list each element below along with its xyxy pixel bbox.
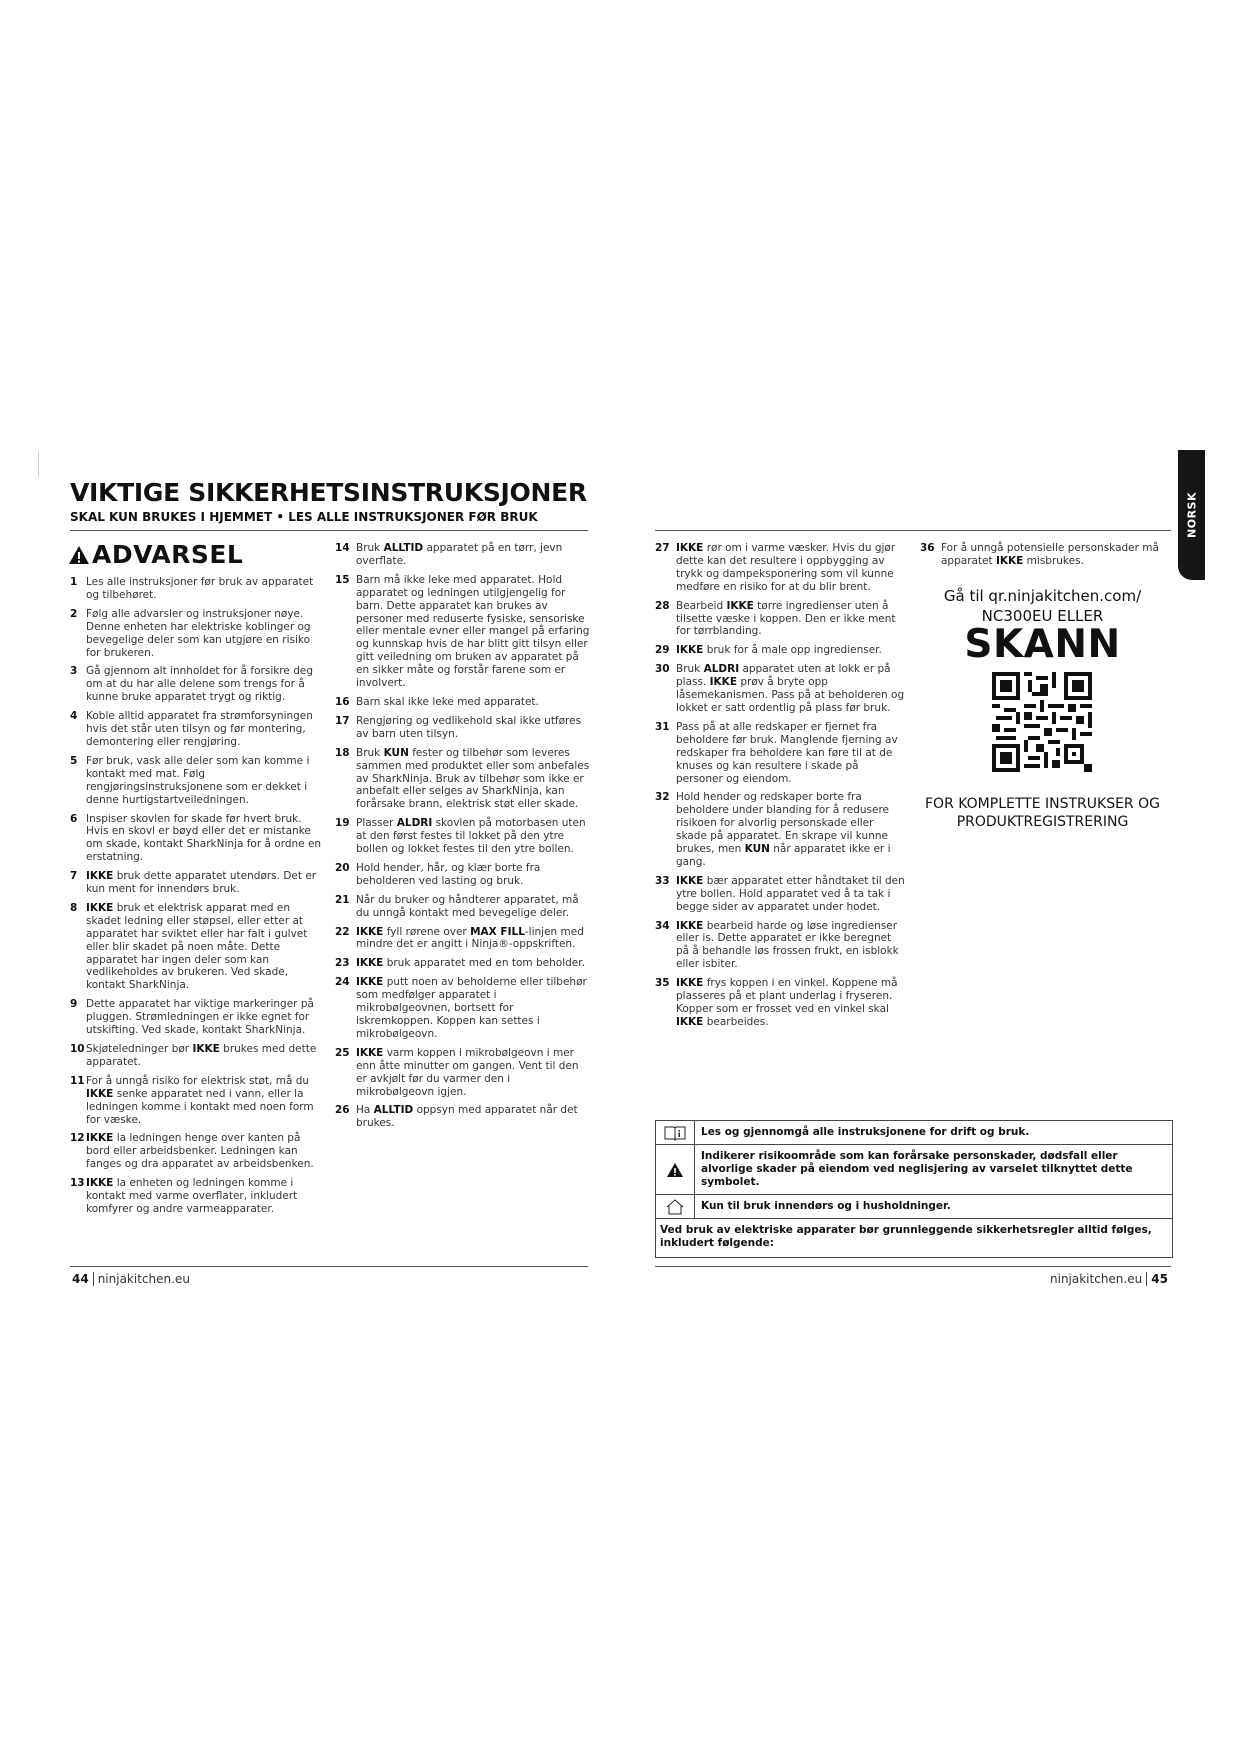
instructions-column-2: [335, 542, 590, 1136]
instruction-text: Barn må ikke leke med apparatet. Hold apparatet og ledningen utilgjengelig for barn. Dette apparatet kan brukes av personer med reduserte fysiske, sensoriske eller mentale evner eller mangel på erfaring og kunnskap hvis de har blitt gitt tilsyn eller gitt veiledning om bruken av apparatet på en sikker måte og forstår farene som er involvert.: [356, 573, 590, 690]
instruction-item: [335, 926, 590, 952]
instruction-text: Les alle instruksjoner før bruk av apparatet og tilbehøret.: [86, 576, 314, 601]
footer-divider-left: [70, 1266, 588, 1267]
instruction-number: 5: [70, 754, 78, 767]
instruction-item: [655, 721, 905, 786]
instruction-number: 33: [655, 874, 670, 887]
instruction-number: 21: [335, 893, 350, 906]
instruction-item: [70, 1043, 325, 1069]
legend-row: [656, 1195, 1172, 1219]
instruction-text: IKKE bruk for å male opp ingredienser.: [676, 644, 882, 657]
footer-separator: [93, 1272, 94, 1286]
symbol-legend-table: [655, 1120, 1173, 1258]
instruction-number: 2: [70, 607, 78, 620]
instruction-item: [335, 817, 590, 856]
instruction-number: 23: [335, 957, 350, 970]
legend-text: Indikerer risikoområde som kan forårsake personskader, dødsfall eller alvorlige skader på eiendom ved neglisjering av varselet tilknyttet dette symbolet.: [701, 1150, 1133, 1188]
instruction-item: [335, 976, 590, 1041]
legend-row-full: [656, 1219, 1172, 1257]
qr-caption: FOR KOMPLETTE INSTRUKSER OG PRODUKTREGISTRERING: [925, 796, 1160, 830]
footer-right: [1050, 1272, 1168, 1286]
instruction-text: Ha ALLTID oppsyn med apparatet når det brukes.: [356, 1104, 578, 1130]
instruction-text: IKKE frys koppen i en vinkel. Koppene må plasseres på et plant underlag i fryseren. Kopper som er frosset ved en vinkel skal IKKE bearbeides.: [676, 977, 898, 1028]
instruction-number: 1: [70, 576, 78, 588]
language-tab: [1178, 450, 1205, 580]
instruction-text: Rengjøring og vedlikehold skal ikke utføres av barn uten tilsyn.: [356, 714, 582, 740]
instruction-text: Dette apparatet har viktige markeringer på pluggen. Strømledningen er ikke egnet for utskifting. Ved skade, kontakt SharkNinja.: [86, 998, 314, 1037]
header-divider: [70, 530, 588, 531]
instruction-item: [70, 902, 325, 992]
instruction-item: [655, 542, 905, 594]
qr-code-icon[interactable]: [992, 672, 1092, 772]
warning-triangle-icon: [68, 545, 90, 565]
instruction-text: IKKE bruk et elektrisk apparat med en skadet ledning eller støpsel, eller etter at apparatet har sviktet eller har falt i gulvet eller blir skadet på noen måte. Dette apparatet har ingen deler som kan vedlikeholdes av brukeren. Ved skade, kontakt SharkNinja.: [86, 901, 308, 992]
legend-text: Kun til bruk innendørs og i husholdninger.: [701, 1200, 951, 1212]
instruction-text: Inspiser skovlen for skade før hvert bruk. Hvis en skovl er bøyd eller det er mistanke om skade, kontakt SharkNinja for å ordne en erstatning.: [86, 812, 322, 864]
instruction-number: 26: [335, 1104, 350, 1117]
instruction-text: IKKE bearbeid harde og løse ingredienser eller is. Dette apparatet er ikke beregnet på å behandle løs frossen frukt, en isblokk eller isbiter.: [676, 919, 899, 971]
instructions-column-4: [920, 542, 1165, 574]
instruction-item: [70, 710, 325, 749]
instruction-item: [335, 1047, 590, 1099]
instruction-number: 22: [335, 925, 350, 938]
instruction-text: For å unngå potensielle personskader må apparatet IKKE misbrukes.: [941, 542, 1159, 567]
instruction-item: [70, 665, 325, 704]
page-edge-line: [38, 452, 39, 477]
instruction-number: 35: [655, 977, 670, 990]
instruction-text: IKKE bruk apparatet med en tom beholder.: [356, 957, 585, 970]
footer-left: [72, 1272, 190, 1286]
instruction-item: [70, 1177, 325, 1216]
instruction-text: Hold hender, hår, og klær borte fra beholderen ved lasting og bruk.: [356, 861, 541, 887]
website-right: ninjakitchen.eu: [1050, 1272, 1143, 1286]
instruction-item: [70, 998, 325, 1037]
instruction-number: 6: [70, 812, 78, 825]
instruction-item: [335, 957, 590, 970]
instruction-number: 24: [335, 976, 350, 989]
instruction-text: Bearbeid IKKE tørre ingredienser uten å tilsette væske i koppen. Den er ikke ment for tørrblanding.: [676, 599, 896, 638]
instruction-item: [335, 696, 590, 709]
page-subtitle: SKAL KUN BRUKES I HJEMMET • LES ALLE INSTRUKSJONER FØR BRUK: [70, 510, 538, 524]
instruction-number: 15: [335, 573, 350, 586]
instruction-item: [655, 644, 905, 657]
instruction-item: [335, 862, 590, 888]
instruction-number: 13: [70, 1177, 85, 1190]
warning-heading-text: ADVARSEL: [92, 540, 244, 569]
instruction-number: 18: [335, 746, 350, 759]
page-number-right: 45: [1151, 1272, 1168, 1286]
instruction-item: [655, 920, 905, 972]
instruction-item: [335, 542, 590, 568]
instruction-number: 29: [655, 644, 670, 657]
instruction-text: Bruk ALLTID apparatet på en tørr, jevn overflate.: [356, 542, 563, 567]
instruction-text: For å unngå risiko for elektrisk støt, må du IKKE senke apparatet ned i vann, eller la ledningen komme i kontakt med noen form for væske.: [86, 1074, 314, 1126]
instruction-number: 9: [70, 998, 78, 1011]
instruction-item: [335, 715, 590, 741]
instructions-column-3: [655, 542, 905, 1035]
instruction-text: Før bruk, vask alle deler som kan komme i kontakt med mat. Følg rengjøringsinstruksjonene som er dekket i denne hurtigstartveiledningen.: [86, 754, 310, 806]
book-icon: [664, 1125, 686, 1141]
instruction-item: [655, 875, 905, 914]
instruction-item: [655, 663, 905, 715]
instruction-text: IKKE varm koppen i mikrobølgeovn i mer enn åtte minutter om gangen. Vent til den er avkjølt før du varmer den i mikrobølgeovn igjen.: [356, 1046, 579, 1098]
header-divider-right: [655, 530, 1171, 531]
legend-text: Les og gjennomgå alle instruksjonene for drift og bruk.: [701, 1126, 1030, 1138]
legend-text: Ved bruk av elektriske apparater bør grunnleggende sikkerhetsregler alltid følges, inkludert følgende:: [660, 1224, 1152, 1249]
instruction-text: IKKE bruk dette apparatet utendørs. Det er kun ment for innendørs bruk.: [86, 870, 317, 896]
instruction-text: Bruk KUN fester og tilbehør som leveres sammen med produktet eller som anbefales av SharkNinja. Bruk av tilbehør som ikke er anbefalt eller selges av SharkNinja, kan forårsake brann, elektrisk støt eller skade.: [356, 746, 590, 811]
instructions-column-1: [70, 576, 325, 1222]
instruction-text: Følg alle advarsler og instruksjoner nøye. Denne enheten har elektriske koblinger og bevegelige deler som kan utgjøre en risiko for brukeren.: [86, 607, 311, 659]
instruction-text: Gå gjennom alt innholdet for å forsikre deg om at du har alle delene som trengs for å kunne bruke apparatet trygt og riktig.: [86, 665, 313, 704]
instruction-number: 30: [655, 663, 670, 676]
instruction-item: [655, 791, 905, 868]
instruction-number: 36: [920, 542, 935, 554]
instruction-number: 31: [655, 720, 670, 733]
footer-divider-right: [655, 1266, 1171, 1267]
instruction-text: Koble alltid apparatet fra strømforsyningen hvis det står uten tilsyn og før montering, demontering eller rengjøring.: [86, 710, 313, 748]
scan-heading: SKANN: [964, 622, 1121, 667]
instruction-number: 16: [335, 695, 350, 708]
instruction-text: IKKE rør om i varme væsker. Hvis du gjør dette kan det resultere i oppbygging av trykk og dampeksponering som vil kunne medføre en risiko for at du blir brent.: [676, 542, 896, 593]
instruction-text: Hold hender og redskaper borte fra beholdere under blanding for å redusere risikoen for alvorlig personskade eller skade på apparatet. En skrape vil kunne brukes, men KUN når apparatet ikke er i gang.: [676, 791, 891, 868]
instruction-number: 17: [335, 714, 350, 727]
page-title: VIKTIGE SIKKERHETSINSTRUKSJONER: [70, 478, 587, 507]
legend-row: [656, 1145, 1172, 1195]
instruction-item: [335, 894, 590, 920]
instruction-item: [920, 542, 1165, 568]
instruction-item: [70, 608, 325, 660]
instruction-text: IKKE putt noen av beholderne eller tilbehør som medfølger apparatet i mikrobølgeovnen, bortsett for iskremkoppen. Koppen kan settes i mikrobølgeovn.: [356, 976, 587, 1040]
warning-triangle-icon: [666, 1162, 684, 1178]
instruction-text: IKKE fyll rørene over MAX FILL-linjen med mindre det er angitt i Ninja®-oppskriften.: [356, 925, 584, 951]
instruction-text: IKKE bær apparatet etter håndtaket til den ytre bollen. Hold apparatet ved å ta tak i begge sider av apparatet under hodet.: [676, 874, 905, 913]
instruction-number: 27: [655, 542, 670, 554]
instruction-number: 32: [655, 791, 670, 804]
instruction-number: 8: [70, 901, 78, 914]
warning-heading: [68, 540, 243, 569]
instruction-item: [70, 813, 325, 865]
legend-icon-cell: [656, 1195, 695, 1218]
instruction-number: 12: [70, 1132, 85, 1145]
legend-icon-cell: [656, 1145, 695, 1194]
instruction-number: 7: [70, 870, 78, 883]
qr-goto-text: Gå til qr.ninjakitchen.com/ NC300EU ELLER: [943, 587, 1142, 625]
instruction-number: 3: [70, 665, 78, 678]
instruction-number: 4: [70, 710, 78, 723]
instruction-text: Barn skal ikke leke med apparatet.: [356, 695, 539, 708]
instruction-item: [70, 1075, 325, 1127]
instruction-item: [335, 747, 590, 812]
legend-row: [656, 1121, 1172, 1145]
instruction-number: 25: [335, 1046, 350, 1059]
instruction-item: [335, 574, 590, 690]
instruction-text: IKKE la ledningen henge over kanten på bord eller arbeidsbenker. Ledningen kan fanges og dra apparatet av arbeidsbenken.: [86, 1132, 314, 1171]
instruction-number: 28: [655, 599, 670, 612]
instruction-number: 14: [335, 542, 350, 554]
instruction-number: 19: [335, 817, 350, 830]
house-icon: [665, 1198, 685, 1216]
instruction-number: 20: [335, 861, 350, 874]
instruction-text: Pass på at alle redskaper er fjernet fra beholdere før bruk. Manglende fjerning av redskaper fra beholdere kan føre til at de knuses og kan resultere i skade på personer og eiendom.: [676, 720, 898, 785]
instruction-text: Bruk ALDRI apparatet uten at lokk er på plass. IKKE prøv å bryte opp låsemekanismen. Pass på at beholderen og lokket er satt ordentlig på plass før bruk.: [676, 663, 905, 714]
instruction-item: [70, 1132, 325, 1171]
instruction-number: 10: [70, 1043, 85, 1055]
instruction-text: Plasser ALDRI skovlen på motorbasen uten at den først festes til lokket på den ytre bollen og lokket festes til den ytre bollen.: [356, 817, 586, 856]
instruction-item: [655, 977, 905, 1029]
instruction-item: [70, 870, 325, 896]
legend-icon-cell: [656, 1121, 695, 1144]
language-tab-label: NORSK: [1185, 492, 1198, 538]
instruction-text: Skjøteledninger bør IKKE brukes med dette apparatet.: [86, 1043, 317, 1068]
footer-separator: [1146, 1272, 1147, 1286]
instruction-text: Når du bruker og håndterer apparatet, må du unngå kontakt med bevegelige deler.: [356, 893, 579, 919]
instruction-number: 34: [655, 919, 670, 932]
instruction-item: [70, 755, 325, 807]
website-left: ninjakitchen.eu: [97, 1272, 190, 1286]
instruction-item: [70, 576, 325, 602]
instruction-item: [335, 1104, 590, 1130]
instruction-number: 11: [70, 1074, 85, 1087]
instruction-text: IKKE la enheten og ledningen komme i kontakt med varme overflater, inkludert komfyrer og andre varmeapparater.: [86, 1177, 298, 1215]
instruction-item: [655, 600, 905, 639]
page-number-left: 44: [72, 1272, 89, 1286]
